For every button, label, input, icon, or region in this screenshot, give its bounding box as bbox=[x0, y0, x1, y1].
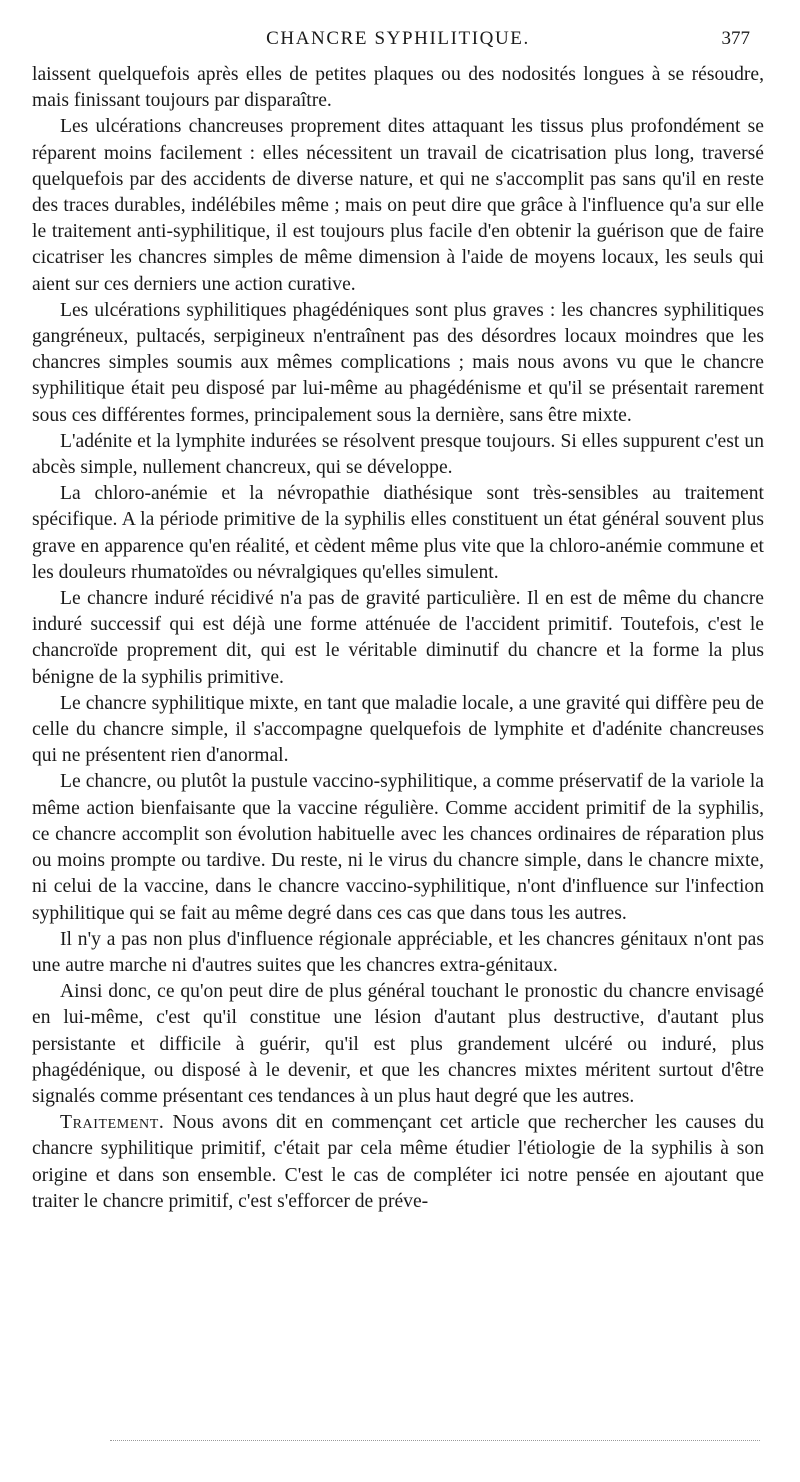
page bbox=[32, 28, 764, 1215]
paragraph: Le chancre, ou plutôt la pustule vaccino-syphilitique, a comme préservatif de la variole la même action bienfaisante que la vaccine régulière. Comme accident primitif de la syphilis, ce chancre accomplit son évolution habituelle avec les chances ordinaires de réparation plus ou moins prompte ou tardive. Du reste, ni le virus du chancre simple, dans le chancre mixte, ni celui de la vaccine, dans le chancre vaccino-syphilitique, n'ont d'influence sur l'infection syphilitique qui se fait au même degré dans ces cas que dans tous les autres. bbox=[32, 771, 764, 924]
paragraph: Ainsi donc, ce qu'on peut dire de plus général touchant le pronostic du chancre envisagé en lui-même, c'est qu'il constitue une lésion d'autant plus destructive, d'autant plus persistante et difficile à guérir, qu'il est plus grandement ulcéré ou induré, plus phagédénique, ou disposé à le devenir, et que les chancres mixtes méritent surtout d'être signalés comme présentant ces tendances à un plus haut degré que les autres. bbox=[32, 981, 764, 1107]
paragraph: Les ulcérations syphilitiques phagédéniques sont plus graves : les chancres syphilitiques gangréneux, pultacés, serpigineux n'entraînent pas des désordres locaux moindres que les chancres simples soumis aux mêmes complications ; mais nous avons vu que le chancre syphilitique était peu disposé par lui-même au phagédénisme et qu'il se présentait rarement sous ces différentes formes, principalement sous la dernière, sans être mixte. bbox=[32, 299, 764, 426]
bottom-rule bbox=[110, 1440, 760, 1441]
running-title: CHANCRE SYPHILITIQUE. bbox=[266, 28, 530, 49]
section-text: Nous avons dit en commençant cet article que rechercher les causes du chancre syphilitique primitif, c'était par cela même étudier l'étiologie de la syphilis à son origine et dans son ensemble. C'est le cas de compléter ici notre pensée en ajoutant que traiter le chancre primitif, c'est s'efforcer de préve- bbox=[32, 1112, 764, 1212]
section-heading: Traitement. bbox=[60, 1112, 165, 1134]
paragraph: L'adénite et la lymphite indurées se résolvent presque toujours. Si elles suppurent c'est un abcès simple, nullement chancreux, qui se développe. bbox=[32, 430, 764, 479]
body-text bbox=[32, 62, 764, 1215]
paragraph: Le chancre syphilitique mixte, en tant que maladie locale, a une gravité qui diffère peu de celle du chancre simple, il s'accompagne quelquefois de lymphite et d'adénite chancreuses qui ne présentent rien d'anormal. bbox=[32, 692, 764, 767]
paragraph: Il n'y a pas non plus d'influence régionale appréciable, et les chancres génitaux n'ont pas une autre marche ni d'autres suites que les chancres extra-génitaux. bbox=[32, 928, 764, 976]
paragraph: La chloro-anémie et la névropathie diathésique sont très-sensibles au traitement spécifique. A la période primitive de la syphilis elles constituent un état général souvent plus grave en apparence qu'en réalité, et cèdent même plus vite que la chloro-anémie commune et les douleurs rhumatoïdes ou névralgiques qu'elles simulent. bbox=[32, 483, 764, 583]
paragraph: Les ulcérations chancreuses proprement dites attaquant les tissus plus profondément se réparent moins facilement : elles nécessitent un travail de cicatrisation plus long, traversé quelquefois par des accidents de diverse nature, et qui ne s'accomplit pas sans qu'il en reste des traces durables, indélébiles même ; mais on peut dire que grâce à l'influence qu'a sur elle le traitement anti-syphilitique, il est toujours plus facile d'en obtenir la guérison que de faire cicatriser les chancres simples de même dimension à l'aide de moyens locaux, les seuls qui aient sur ces derniers une action curative. bbox=[32, 116, 764, 295]
page-number: 377 bbox=[721, 28, 750, 49]
paragraph-traitement bbox=[32, 1110, 764, 1215]
paragraph-continued: laissent quelquefois après elles de petites plaques ou des nodosités longues à se résoudre, mais finissant toujours par disparaître. bbox=[32, 64, 764, 112]
running-head bbox=[32, 28, 764, 56]
paragraph: Le chancre induré récidivé n'a pas de gravité particulière. Il en est de même du chancre induré successif qui est déjà une forme atténuée de l'accident primitif. Toutefois, c'est le chancroïde proprement dit, qui est le véritable diminutif du chancre et la forme la plus bénigne de la syphilis primitive. bbox=[32, 588, 764, 688]
